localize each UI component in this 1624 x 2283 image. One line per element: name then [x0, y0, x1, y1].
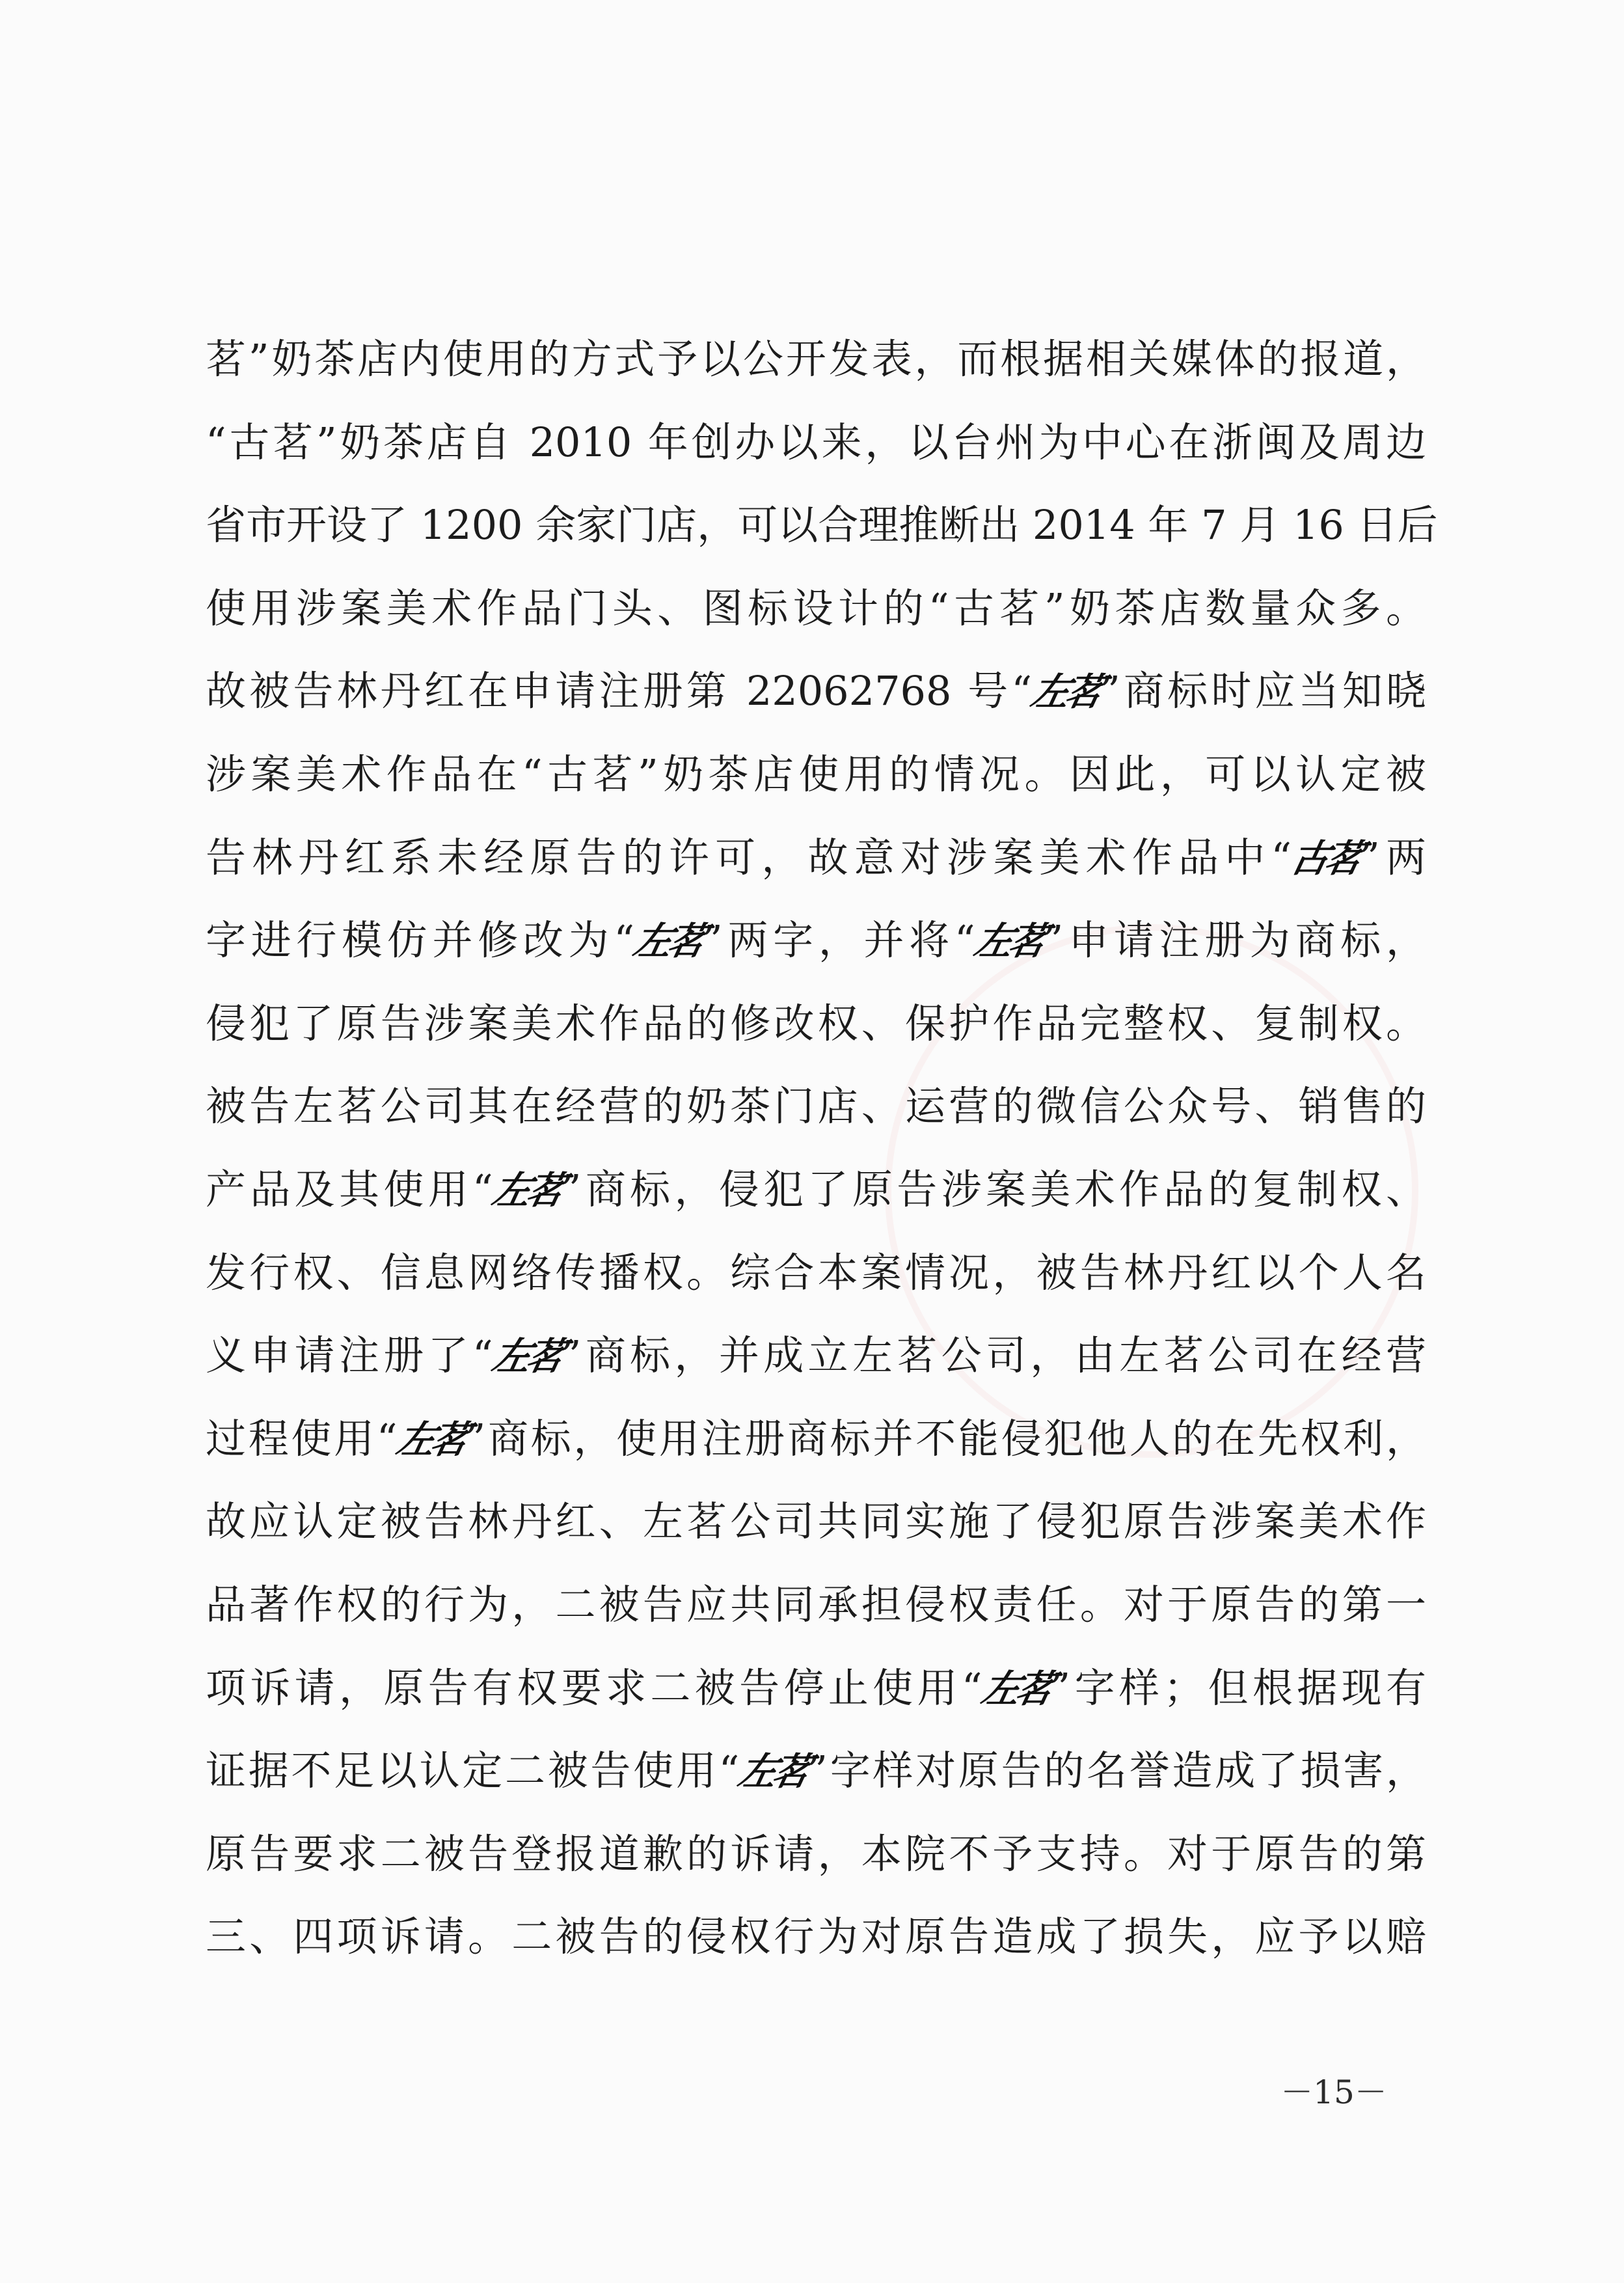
- text-run: 证据不足以认定二被告使用“: [206, 1747, 740, 1795]
- text-line: [206, 1729, 1426, 1812]
- text-run: ”商标，并成立左茗公司，由左茗公司在经营: [560, 1332, 1426, 1380]
- text-run: 义申请注册了“: [206, 1332, 493, 1380]
- text-run: ”商标时应当知晓: [1100, 667, 1426, 715]
- text-line: [206, 1397, 1426, 1481]
- trademark-mark: 左茗: [970, 919, 1048, 964]
- text-line: [206, 1480, 1426, 1563]
- text-line: [206, 1231, 1426, 1315]
- trademark-mark: 左茗: [977, 1666, 1055, 1711]
- text-line: [206, 1148, 1426, 1231]
- text-run: 涉案美术作品在“古茗”奶茶店使用的情况。因此，可以认定被: [206, 750, 1426, 798]
- text-line: [206, 733, 1426, 816]
- text-run: ”字样对原告的名誉造成了损害，: [807, 1747, 1426, 1795]
- text-run: ”申请注册为商标，: [1042, 916, 1426, 964]
- text-run: 产品及其使用“: [206, 1165, 493, 1213]
- body-text: [206, 318, 1438, 1978]
- text-run: 故被告林丹红在申请注册第 22062768 号“: [206, 667, 1033, 715]
- text-run: ”字样；但根据现有: [1049, 1663, 1426, 1712]
- text-line: [206, 982, 1426, 1065]
- text-line: [206, 1812, 1426, 1896]
- text-line: [206, 567, 1426, 650]
- text-line: [206, 484, 1438, 567]
- text-run: “古茗”奶茶店自 2010 年创办以来，以台州为中心在浙闽及周边: [206, 418, 1426, 466]
- text-run: 字进行模仿并修改为“: [206, 916, 635, 964]
- text-run: 发行权、信息网络传播权。综合本案情况，被告林丹红以个人名: [206, 1248, 1426, 1296]
- trademark-mark: 左茗: [488, 1334, 566, 1379]
- text-run: 过程使用“: [206, 1414, 398, 1462]
- text-run: 茗”奶茶店内使用的方式予以公开发表，而根据相关媒体的报道，: [206, 335, 1426, 383]
- page-number: －15－: [1280, 2073, 1387, 2111]
- trademark-mark: 左茗: [1027, 670, 1105, 715]
- trademark-mark: 古茗: [1287, 836, 1364, 881]
- trademark-mark: 左茗: [488, 1168, 566, 1212]
- text-run: ”两字，并将“: [702, 916, 975, 964]
- text-run: ”两: [1359, 833, 1426, 881]
- text-run: 省市开设了 1200 余家门店，可以合理推断出 2014 年 7 月 16 日后: [206, 501, 1438, 549]
- text-line: [206, 401, 1426, 484]
- text-run: 被告左茗公司其在经营的奶茶门店、运营的微信公众号、销售的: [206, 1082, 1426, 1130]
- text-run: 故应认定被告林丹红、左茗公司共同实施了侵犯原告涉案美术作: [206, 1497, 1426, 1546]
- text-run: 品著作权的行为，二被告应共同承担侵权责任。对于原告的第一: [206, 1580, 1426, 1628]
- text-run: 三、四项诉请。二被告的侵权行为对原告造成了损失，应予以赔: [206, 1913, 1426, 1961]
- text-run: 使用涉案美术作品门头、图标设计的“古茗”奶茶店数量众多。: [206, 584, 1426, 632]
- text-line: [206, 1314, 1426, 1397]
- trademark-mark: 左茗: [629, 919, 707, 964]
- text-line: [206, 899, 1426, 982]
- trademark-mark: 左茗: [735, 1749, 812, 1794]
- text-line: [206, 318, 1426, 401]
- text-line: [206, 816, 1426, 899]
- text-run: ”商标，使用注册商标并不能侵犯他人的在先权利，: [465, 1414, 1426, 1462]
- text-run: 原告要求二被告登报道歉的诉请，本院不予支持。对于原告的第: [206, 1829, 1426, 1878]
- trademark-mark: 左茗: [392, 1417, 470, 1462]
- text-line: [206, 1563, 1426, 1647]
- text-line: [206, 1647, 1426, 1730]
- text-run: 侵犯了原告涉案美术作品的修改权、保护作品完整权、复制权。: [206, 999, 1426, 1047]
- text-run: 告林丹红系未经原告的许可，故意对涉案美术作品中“: [206, 833, 1292, 881]
- text-line: [206, 649, 1426, 733]
- text-line: [206, 1065, 1426, 1148]
- text-run: ”商标，侵犯了原告涉案美术作品的复制权、: [560, 1165, 1426, 1213]
- text-line: [206, 1895, 1426, 1978]
- text-run: 项诉请，原告有权要求二被告停止使用“: [206, 1663, 982, 1712]
